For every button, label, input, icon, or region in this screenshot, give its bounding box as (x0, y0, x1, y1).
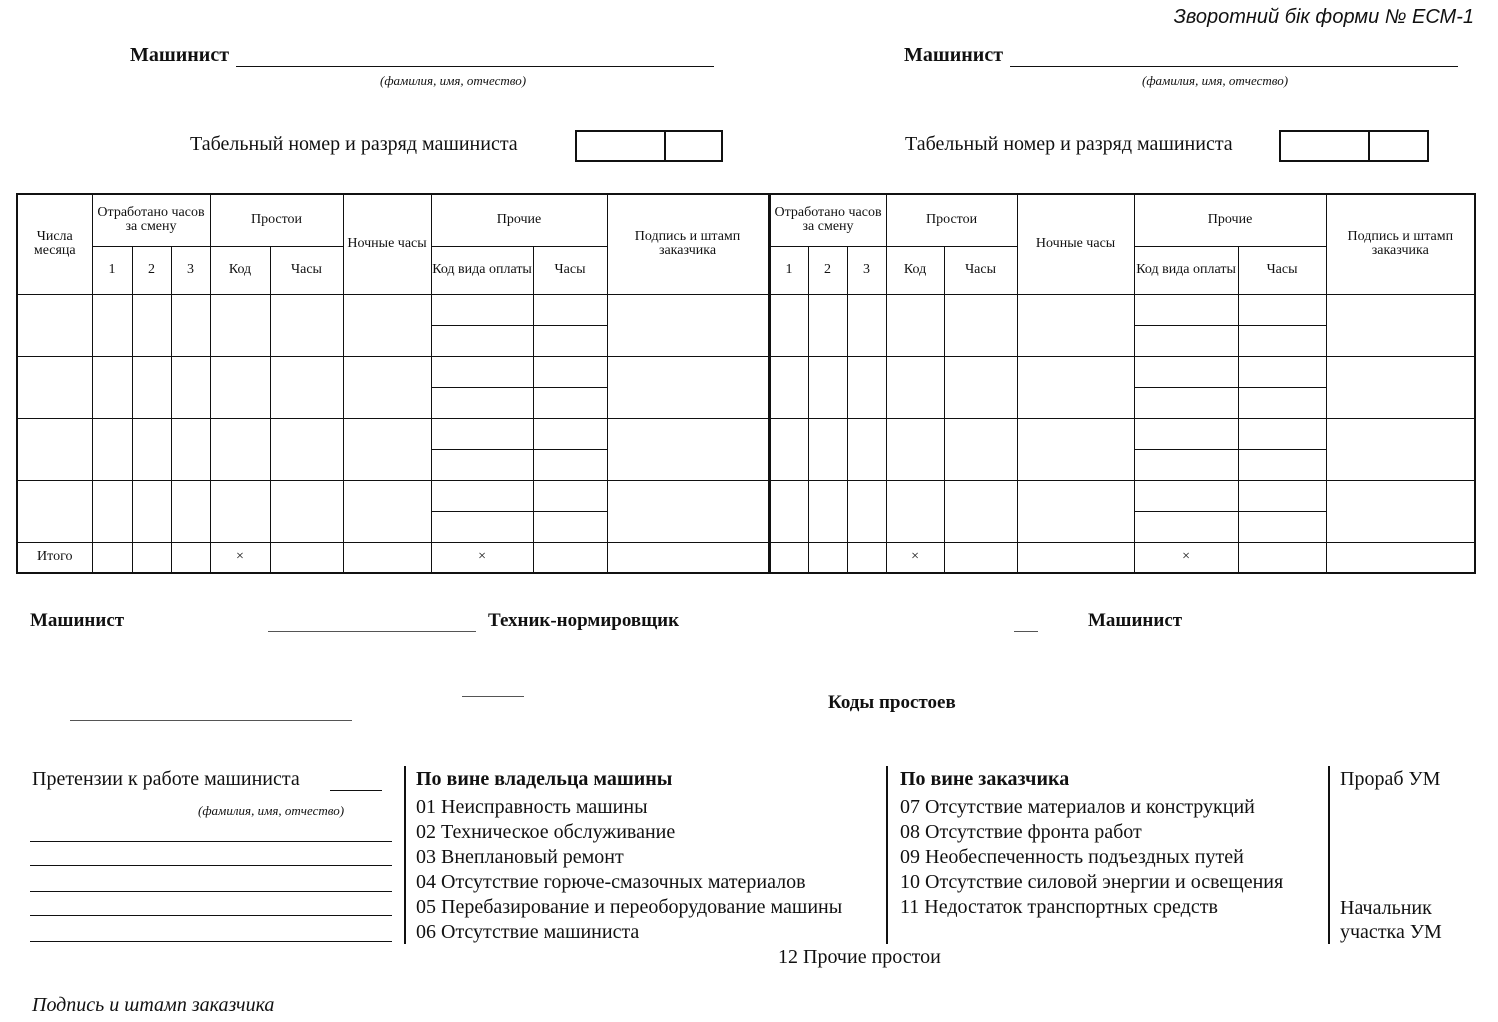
header-other-hours: Часы (533, 246, 607, 294)
header-shift-2: 2 (808, 246, 847, 294)
table-cell[interactable] (533, 325, 607, 356)
table-cell[interactable] (92, 356, 132, 418)
signature-operator-right: Машинист (1088, 610, 1183, 631)
header-downtime-code: Код (210, 246, 270, 294)
table-cell[interactable] (343, 480, 431, 542)
table-cell[interactable] (533, 511, 607, 542)
codes-title: Коды простоев (828, 692, 956, 713)
table-cell[interactable] (343, 418, 431, 480)
table-cell[interactable] (607, 480, 769, 542)
table-cell[interactable] (1017, 418, 1134, 480)
table-cell[interactable] (1326, 480, 1475, 542)
table-cell[interactable] (944, 542, 1017, 573)
owner-fault-title: По вине владельца машины (416, 768, 673, 790)
table-row (17, 418, 1475, 449)
table-row (17, 480, 1475, 511)
header-day: Числа месяца (17, 194, 92, 294)
table-cell[interactable] (533, 387, 607, 418)
table-cell[interactable] (607, 418, 769, 480)
table-cell[interactable] (210, 294, 270, 356)
claims-blank-line[interactable] (30, 864, 392, 866)
owner-fault-item: 03 Внеплановый ремонт (416, 846, 624, 868)
table-cell[interactable] (1017, 356, 1134, 418)
operator-name-line-right[interactable] (1010, 65, 1458, 67)
header-other: Прочие (431, 194, 607, 246)
table-cell[interactable] (607, 356, 769, 418)
table-cell[interactable] (1238, 294, 1326, 325)
column-separator (404, 766, 406, 944)
cross-mark: × (431, 542, 533, 573)
tabel-box-left[interactable] (575, 130, 723, 162)
operator-name-line-left[interactable] (236, 65, 714, 67)
table-cell[interactable] (808, 418, 847, 480)
table-cell[interactable] (769, 418, 808, 480)
table-cell[interactable] (92, 294, 132, 356)
tabel-label-right: Табельный номер и разряд машиниста (905, 133, 1233, 155)
signature-line[interactable] (1014, 630, 1038, 632)
tabel-box-right[interactable] (1279, 130, 1429, 162)
signature-operator-left: Машинист (30, 610, 125, 631)
table-cell[interactable] (847, 294, 886, 356)
claims-blank-line[interactable] (30, 940, 392, 942)
table-cell[interactable] (533, 542, 607, 573)
table-cell[interactable] (92, 480, 132, 542)
table-cell[interactable] (431, 449, 533, 480)
table-cell[interactable] (431, 387, 533, 418)
tabel-grade-cell[interactable] (1370, 132, 1427, 160)
table-cell[interactable] (1238, 542, 1326, 573)
operator-label-left: Машинист (130, 44, 230, 66)
table-cell[interactable] (769, 480, 808, 542)
divider (462, 695, 524, 697)
table-cell[interactable] (1238, 356, 1326, 387)
table-cell[interactable] (1326, 542, 1475, 573)
table-cell[interactable] (847, 356, 886, 418)
operator-label-right: Машинист (904, 44, 1004, 66)
header-downtime-code: Код (886, 246, 944, 294)
signature-line[interactable] (268, 630, 476, 632)
table-cell[interactable] (769, 542, 808, 573)
table-cell[interactable] (1326, 418, 1475, 480)
table-cell[interactable] (1134, 387, 1238, 418)
table-cell[interactable] (1017, 294, 1134, 356)
owner-fault-item: 04 Отсутствие горюче-смазочных материалов (416, 871, 806, 893)
table-cell[interactable] (431, 294, 533, 325)
table-cell[interactable] (1134, 418, 1238, 449)
table-cell[interactable] (92, 418, 132, 480)
claims-hint: (фамилия, имя, отчество) (198, 803, 345, 818)
table-cell[interactable] (1017, 480, 1134, 542)
table-cell[interactable] (431, 418, 533, 449)
table-cell[interactable] (1134, 325, 1238, 356)
table-cell[interactable] (1326, 294, 1475, 356)
table-cell[interactable] (769, 356, 808, 418)
table-cell[interactable] (847, 418, 886, 480)
tabel-label-left: Табельный номер и разряд машиниста (190, 133, 518, 155)
table-cell[interactable] (886, 294, 944, 356)
timesheet-table (16, 193, 1476, 574)
table-cell[interactable] (17, 356, 92, 418)
table-cell[interactable] (431, 325, 533, 356)
claims-label: Претензии к работе машиниста (32, 768, 300, 790)
table-cell[interactable] (944, 356, 1017, 418)
table-cell[interactable] (886, 418, 944, 480)
owner-fault-list (416, 795, 842, 945)
header-downtime-hours: Часы (270, 246, 343, 294)
table-cell[interactable] (847, 542, 886, 573)
header-shift-3: 3 (847, 246, 886, 294)
header-downtime-hours: Часы (944, 246, 1017, 294)
table-cell[interactable] (171, 418, 210, 480)
table-cell[interactable] (92, 542, 132, 573)
table-cell[interactable] (533, 480, 607, 511)
header-worked: Отработано часов за смену (92, 194, 210, 246)
header-shift-1: 1 (769, 246, 808, 294)
table-cell[interactable] (886, 480, 944, 542)
table-cell[interactable] (1017, 542, 1134, 573)
table-cell[interactable] (132, 480, 171, 542)
owner-fault-item: 06 Отсутствие машиниста (416, 921, 640, 943)
table-row (17, 356, 1475, 387)
table-cell[interactable] (808, 542, 847, 573)
table-cell[interactable] (1134, 511, 1238, 542)
header-other-hours: Часы (1238, 246, 1326, 294)
cross-mark: × (210, 542, 270, 573)
divider (70, 719, 352, 721)
table-cell[interactable] (132, 356, 171, 418)
header-downtime: Простои (886, 194, 1017, 246)
header-signature: Подпись и штамп заказчика (607, 194, 769, 294)
table-cell[interactable] (533, 356, 607, 387)
table-cell[interactable] (607, 294, 769, 356)
table-cell[interactable] (171, 356, 210, 418)
header-shift-1: 1 (92, 246, 132, 294)
header-night: Ночные часы (343, 194, 431, 294)
customer-fault-item: 10 Отсутствие силовой энергии и освещения (900, 871, 1284, 893)
table-cell[interactable] (270, 356, 343, 418)
header-other: Прочие (1134, 194, 1326, 246)
site-chief-label-line1: Начальник (1340, 897, 1432, 919)
owner-fault-item: 01 Неисправность машины (416, 796, 648, 818)
cross-mark: × (1134, 542, 1238, 573)
foreman-label: Прораб УМ (1340, 768, 1441, 790)
table-cell[interactable] (343, 294, 431, 356)
table-cell[interactable] (944, 418, 1017, 480)
owner-fault-item: 05 Перебазирование и переоборудование машины (416, 896, 843, 918)
table-row (17, 294, 1475, 325)
header-pay-code: Код вида оплаты (1134, 246, 1238, 294)
table-cell[interactable] (1326, 356, 1475, 418)
table-cell[interactable] (431, 511, 533, 542)
form-code: Зворотний бік форми № ЕСМ-1 (1173, 6, 1474, 28)
cross-mark: × (886, 542, 944, 573)
column-separator (886, 766, 888, 944)
table-cell[interactable] (944, 294, 1017, 356)
owner-fault-item: 02 Техническое обслуживание (416, 821, 676, 843)
header-shift-3: 3 (171, 246, 210, 294)
table-cell[interactable] (1134, 294, 1238, 325)
customer-fault-item: 07 Отсутствие материалов и конструкций (900, 796, 1255, 818)
table-cell[interactable] (1238, 480, 1326, 511)
table-cell[interactable] (1238, 387, 1326, 418)
table-cell[interactable] (171, 480, 210, 542)
tabel-number-cell[interactable] (1281, 132, 1370, 160)
table-cell[interactable] (1238, 325, 1326, 356)
table-cell[interactable] (210, 418, 270, 480)
table-cell[interactable] (1134, 356, 1238, 387)
column-separator (1328, 766, 1330, 944)
table-cell[interactable] (210, 356, 270, 418)
table-cell[interactable] (17, 418, 92, 480)
table-cell[interactable] (270, 418, 343, 480)
table-cell[interactable] (886, 356, 944, 418)
customer-fault-item: 08 Отсутствие фронта работ (900, 821, 1142, 843)
customer-fault-list (900, 795, 1283, 920)
table-cell[interactable] (210, 480, 270, 542)
table-cell[interactable] (1134, 480, 1238, 511)
table-cell[interactable] (343, 542, 431, 573)
header-pay-code: Код вида оплаты (431, 246, 533, 294)
table-cell[interactable] (17, 294, 92, 356)
customer-fault-title: По вине заказчика (900, 768, 1070, 790)
table-cell[interactable] (270, 294, 343, 356)
total-label: Итого (17, 542, 92, 573)
tabel-number-cell[interactable] (577, 132, 666, 160)
other-downtime: 12 Прочие простои (778, 946, 941, 968)
claims-line[interactable] (330, 789, 382, 791)
table-cell[interactable] (847, 480, 886, 542)
claims-blank-line[interactable] (30, 840, 392, 842)
table-cell[interactable] (171, 542, 210, 573)
table-cell[interactable] (132, 542, 171, 573)
table-cell[interactable] (431, 480, 533, 511)
table-cell[interactable] (944, 480, 1017, 542)
header-night: Ночные часы (1017, 194, 1134, 294)
site-chief-label-line2: участка УМ (1340, 921, 1442, 943)
header-signature: Подпись и штамп заказчика (1326, 194, 1475, 294)
header-shift-2: 2 (132, 246, 171, 294)
table-cell[interactable] (533, 418, 607, 449)
table-cell[interactable] (769, 294, 808, 356)
signature-technician: Техник-нормировщик (488, 610, 680, 631)
table-cell[interactable] (17, 480, 92, 542)
name-hint-right: (фамилия, имя, отчество) (1142, 73, 1289, 88)
table-cell[interactable] (343, 356, 431, 418)
total-row (17, 542, 1475, 573)
table-cell[interactable] (808, 480, 847, 542)
table-cell[interactable] (1238, 449, 1326, 480)
header-worked: Отработано часов за смену (769, 194, 886, 246)
table-cell[interactable] (171, 294, 210, 356)
header-downtime: Простои (210, 194, 343, 246)
table-cell[interactable] (1134, 449, 1238, 480)
claims-blank-line[interactable] (30, 914, 392, 916)
table-cell[interactable] (533, 449, 607, 480)
table-cell[interactable] (808, 356, 847, 418)
name-hint-left: (фамилия, имя, отчество) (380, 73, 527, 88)
tabel-grade-cell[interactable] (666, 132, 721, 160)
table-cell[interactable] (607, 542, 769, 573)
customer-fault-item: 11 Недостаток транспортных средств (900, 896, 1218, 918)
table-cell[interactable] (431, 356, 533, 387)
table-cell[interactable] (1238, 418, 1326, 449)
table-cell[interactable] (132, 418, 171, 480)
timesheet-body (17, 294, 1475, 542)
table-cell[interactable] (270, 542, 343, 573)
customer-fault-item: 09 Необеспеченность подъездных путей (900, 846, 1244, 868)
claims-blank-line[interactable] (30, 890, 392, 892)
customer-signature-label: Подпись и штамп заказчика (32, 994, 275, 1016)
table-cell[interactable] (1238, 511, 1326, 542)
table-cell[interactable] (808, 294, 847, 356)
table-cell[interactable] (132, 294, 171, 356)
table-cell[interactable] (270, 480, 343, 542)
table-cell[interactable] (533, 294, 607, 325)
